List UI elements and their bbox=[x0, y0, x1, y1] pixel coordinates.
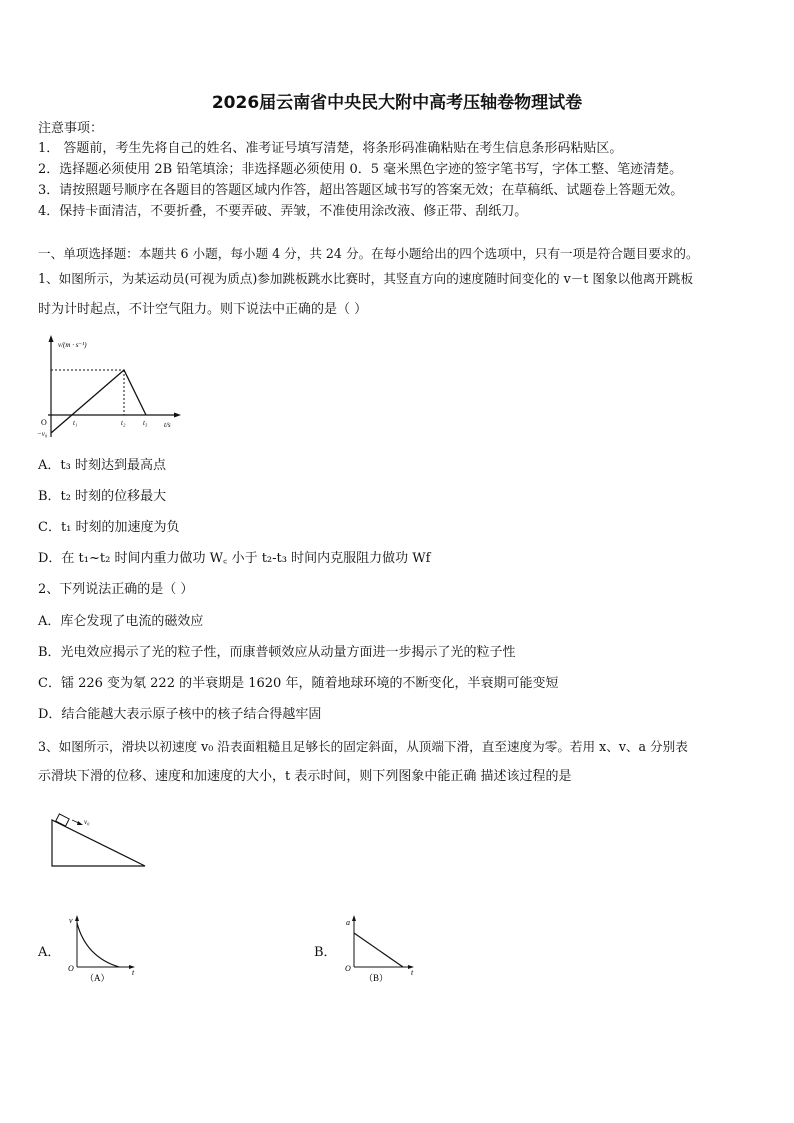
question-2-stem: 2、下列说法正确的是（ ） bbox=[38, 582, 194, 597]
question-3-option-a-letter: A． bbox=[38, 945, 61, 960]
question-2-option-a: A．库仑发现了电流的磁效应 bbox=[38, 614, 204, 629]
graph-b-caption: （B） bbox=[364, 973, 389, 983]
question-3-graph-b bbox=[341, 915, 421, 985]
notice-item: 4．保持卡面清洁，不要折叠，不要弄破、弄皱，不准使用涂改液、修正带、刮纸刀。 bbox=[38, 204, 528, 219]
question-1-stem-line1: 1、如图所示，为某运动员(可视为质点)参加跳板跳水比赛时，其竖直方向的速度随时间变化的 v－t 图象以他离开跳板 bbox=[38, 271, 694, 286]
question-3-option-b-letter: B． bbox=[314, 945, 337, 960]
question-3-stem-line2: 示滑块下滑的位移、速度和加速度的大小，t 表示时间，则下列图象中能正确 描述该过程的是 bbox=[38, 769, 572, 784]
origin-label: O bbox=[41, 418, 47, 427]
question-3-stem-line1: 3、如图所示，滑块以初速度 v₀ 沿表面粗糙且足够长的固定斜面，从顶端下滑，直至速度为零。若用 x、v、a 分别表 bbox=[38, 739, 688, 754]
question-2-option-b: B．光电效应揭示了光的粒子性，而康普顿效应从动量方面进一步揭示了光的粒子性 bbox=[38, 645, 516, 660]
question-1-vt-graph bbox=[36, 335, 186, 440]
axis-label-v: v/(m · s⁻¹) bbox=[58, 341, 87, 349]
graph-a-origin: O bbox=[68, 964, 74, 973]
question-1-stem-line2: 时为计时起点，不计空气阻力。则下说法中正确的是（ ） bbox=[38, 302, 368, 317]
question-1-option-a: A．t₃ 时刻达到最高点 bbox=[38, 458, 166, 473]
v0-label: v₀ bbox=[84, 818, 90, 826]
question-3-graph-a bbox=[62, 915, 142, 985]
t2-label: t₂ bbox=[121, 419, 126, 427]
section-heading: 一、单项选择题：本题共 6 小题，每小题 4 分，共 24 分。在每小题给出的四个选项中，只有一项是符合题目要求的。 bbox=[38, 246, 699, 261]
v0-label: −v₀ bbox=[37, 430, 48, 438]
page-title: 2026届云南省中央民大附中高考压轴卷物理试卷 bbox=[211, 93, 583, 113]
notice-item: 2．选择题必须使用 2B 铅笔填涂；非选择题必须使用 0．5 毫米黑色字迹的签字笔书写，字体工整、笔迹清楚。 bbox=[38, 162, 683, 177]
notice-item: 1． 答题前，考生先将自己的姓名、准考证号填写清楚，将条形码准确粘贴在考生信息条形码粘贴区。 bbox=[38, 141, 623, 156]
graph-a-x-label: t bbox=[132, 968, 135, 977]
question-2-option-c: C．镭 226 变为氡 222 的半衰期是 1620 年，随着地球环境的不断变化，半衰期可能变短 bbox=[38, 676, 559, 691]
t1-label: t₁ bbox=[73, 419, 78, 427]
graph-b-y-label: a bbox=[346, 918, 350, 927]
question-3-incline-figure bbox=[50, 814, 150, 870]
graph-b-origin: O bbox=[345, 964, 351, 973]
question-1-option-b: B．t₂ 时刻的位移最大 bbox=[38, 489, 167, 504]
graph-a-y-label: v bbox=[69, 916, 73, 925]
notice-item: 3．请按照题号顺序在各题目的答题区域内作答，超出答题区域书写的答案无效；在草稿纸、试题卷上答题无效。 bbox=[38, 183, 684, 198]
question-2-option-d: D．结合能越大表示原子核中的核子结合得越牢固 bbox=[38, 707, 322, 722]
graph-b-x-label: t bbox=[411, 968, 414, 977]
t3-label: t₃ bbox=[143, 419, 148, 427]
notice-heading: 注意事项： bbox=[38, 121, 104, 136]
question-1-option-d: D．在 t₁~t₂ 时间内重力做功 W꜀ 小于 t₂-t₃ 时间内克服阻力做功 Wf bbox=[38, 551, 431, 566]
question-1-option-c: C．t₁ 时刻的加速度为负 bbox=[38, 520, 180, 535]
t-axis-label: t/s bbox=[164, 421, 171, 429]
graph-a-caption: （A） bbox=[85, 973, 110, 983]
